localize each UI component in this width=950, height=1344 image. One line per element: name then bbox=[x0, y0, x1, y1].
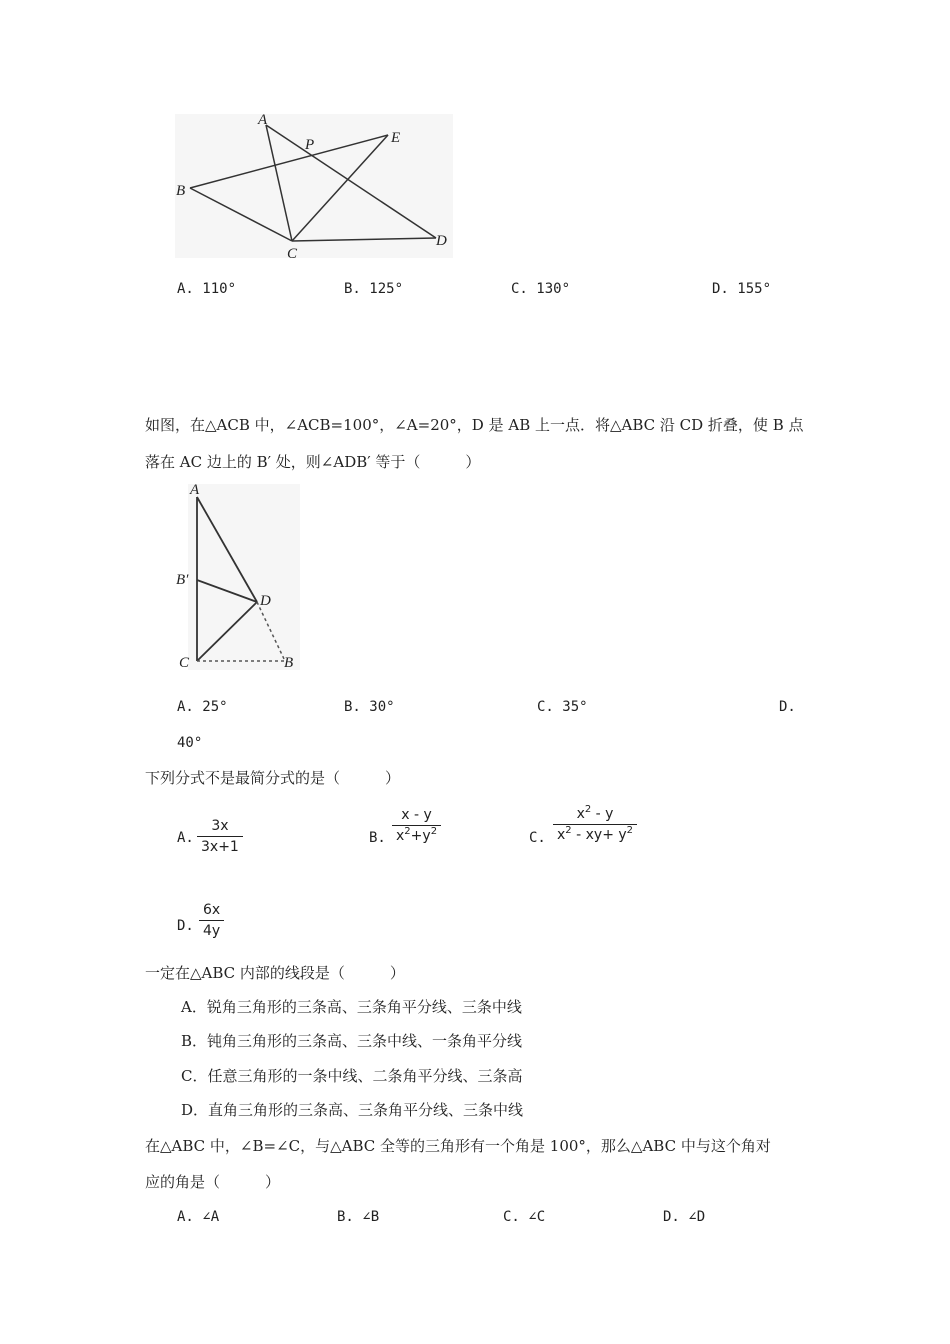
fraction-numerator: 3x bbox=[211, 818, 229, 834]
q2-label-C: C bbox=[179, 655, 190, 671]
q2-option-a: A. 25° bbox=[177, 699, 228, 715]
q4-option-b: B．钝角三角形的三条高、三条中线、一条角平分线 bbox=[181, 1032, 523, 1050]
q3-option-b-fraction bbox=[392, 807, 441, 844]
fraction-numerator: $x^2$ - y bbox=[576, 804, 614, 822]
q2-stem-line1: 如图，在△ACB 中，∠ACB=100°，∠A=20°，D 是 AB 上一点．将△ABC 沿 CD 折叠，使 B 点 bbox=[145, 416, 804, 434]
q1-option-a: A. 110° bbox=[177, 281, 237, 297]
q5-option-b: B. ∠B bbox=[337, 1209, 380, 1225]
q1-geometry-figure bbox=[170, 108, 460, 263]
q2-label-A: A bbox=[190, 482, 200, 498]
q3-stem: 下列分式不是最简分式的是（ ） bbox=[145, 769, 401, 787]
q5-stem-line1: 在△ABC 中，∠B=∠C，与△ABC 全等的三角形有一个角是 100°，那么△ABC 中与这个角对 bbox=[145, 1137, 771, 1155]
q3-option-c-fraction bbox=[553, 806, 637, 843]
q2-label-Bprime: B′ bbox=[176, 572, 189, 588]
q1-option-d: D. 155° bbox=[712, 281, 772, 297]
q1-label-B: B bbox=[176, 183, 186, 199]
q1-label-D: D bbox=[436, 233, 447, 249]
q5-stem-line2: 应的角是（ ） bbox=[145, 1173, 281, 1191]
fraction-denominator: 3x+1 bbox=[201, 839, 239, 855]
q4-option-d: D．直角三角形的三条高、三条角平分线、三条中线 bbox=[181, 1101, 524, 1119]
q1-label-C: C bbox=[287, 246, 298, 262]
q1-figure-background bbox=[175, 114, 453, 258]
q1-option-c: C. 130° bbox=[511, 281, 571, 297]
q4-option-c: C．任意三角形的一条中线、二条角平分线、三条高 bbox=[181, 1067, 523, 1085]
fraction-denominator: 4y bbox=[203, 923, 221, 939]
q2-option-c: C. 35° bbox=[537, 699, 588, 715]
q3-option-a-fraction bbox=[197, 818, 243, 855]
q3-option-c-letter: C. bbox=[529, 830, 546, 846]
q4-stem: 一定在△ABC 内部的线段是（ ） bbox=[145, 964, 405, 982]
q5-option-a: A. ∠A bbox=[177, 1209, 220, 1225]
fraction-denominator: $x^2+y^2$ bbox=[396, 826, 438, 844]
q2-option-b: B. 30° bbox=[344, 699, 395, 715]
q2-option-d: D. bbox=[779, 699, 796, 715]
q2-label-B: B bbox=[284, 655, 294, 671]
q1-label-P: P bbox=[305, 137, 315, 153]
q3-option-d-fraction bbox=[199, 902, 224, 939]
q2-option-d-value: 40° bbox=[177, 735, 203, 751]
q1-label-A: A bbox=[258, 112, 268, 128]
q5-option-c: C. ∠C bbox=[503, 1209, 546, 1225]
fraction-denominator: $x^2 - xy+ y^2$ bbox=[557, 825, 634, 843]
q1-label-E: E bbox=[391, 130, 401, 146]
q1-option-b: B. 125° bbox=[344, 281, 404, 297]
fraction-numerator: x - y bbox=[401, 807, 432, 823]
q4-option-a: A．锐角三角形的三条高、三条角平分线、三条中线 bbox=[181, 998, 522, 1016]
q3-option-a-letter: A. bbox=[177, 830, 194, 846]
q5-option-d: D. ∠D bbox=[663, 1209, 706, 1225]
q2-stem-line2: 落在 AC 边上的 B′ 处，则∠ADB′ 等于（ ） bbox=[145, 453, 481, 471]
q3-option-d-letter: D. bbox=[177, 918, 194, 934]
fraction-numerator: 6x bbox=[203, 902, 221, 918]
q2-label-D: D bbox=[260, 593, 271, 609]
q2-geometry-figure bbox=[170, 478, 305, 673]
q3-option-b-letter: B. bbox=[369, 830, 386, 846]
